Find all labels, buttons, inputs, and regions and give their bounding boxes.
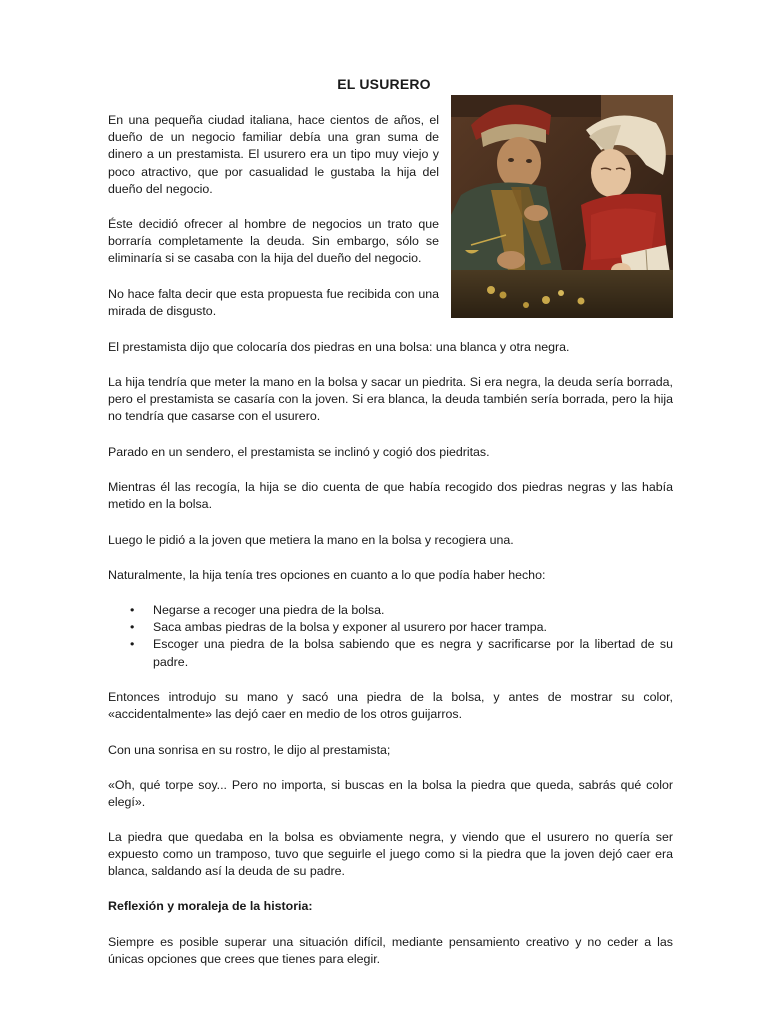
moral-heading: Reflexión y moraleja de la historia: [108, 899, 313, 913]
paragraph-action: Entonces introdujo su mano y sacó una piedra de la bolsa, y antes de mostrar su color, «accidentalmente» las dejó caer en medio de los otros guijarros. [108, 690, 673, 722]
paragraph-options-intro: Naturalmente, la hija tenía tres opciones en cuanto a lo que podía haber hecho: [108, 568, 546, 582]
list-item [108, 636, 673, 670]
option-text: Escoger una piedra de la bolsa sabiendo que es negra y sacrificarse por la libertad de su padre. [153, 637, 673, 669]
option-text: Negarse a recoger una piedra de la bolsa. [153, 603, 385, 617]
options-list [108, 602, 673, 671]
paragraph-reaction: No hace falta decir que esta propuesta fue recibida con una mirada de disgusto. [108, 287, 439, 319]
paragraph-offer: Éste decidió ofrecer al hombre de negocios un trato que borraría completamente la deuda. Sin embargo, sólo se eliminaría si se casaba con la hija del dueño del negocio. [108, 217, 439, 266]
option-text: Saca ambas piedras de la bolsa y exponer al usurero por hacer trampa. [153, 620, 547, 635]
paragraph-stones: El prestamista dijo que colocaría dos piedras en una bolsa: una blanca y otra negra. [108, 340, 570, 354]
paragraph-outcome: La piedra que quedaba en la bolsa es obviamente negra, y viendo que el usurero no quería ser expuesto como un tramposo, tuvo que seguirle el juego como si la piedra que la joven dejó caer era blanca, saldando así la deuda de su padre. [108, 830, 673, 879]
bullet-icon: • [130, 603, 135, 617]
document-title: EL USURERO [337, 76, 431, 92]
paragraph-path: Parado en un sendero, el prestamista se inclinó y cogió dos piedritas. [108, 445, 490, 459]
paragraph-notice: Mientras él las recogía, la hija se dio cuenta de que había recogido dos piedras negras y las había metido en la bolsa. [108, 480, 673, 512]
bullet-icon: • [130, 620, 135, 635]
list-item [108, 602, 673, 619]
list-item [108, 619, 673, 636]
paragraph-intro: En una pequeña ciudad italiana, hace cientos de años, el dueño de un negocio familiar debía una gran suma de dinero a un prestamista. El usurero era un tipo muy viejo y poco atractivo, que por casualidad le gustaba la hija del dueño del negocio. [108, 113, 439, 196]
moral-text: Siempre es posible superar una situación difícil, mediante pensamiento creativo y no ceder a las únicas opciones que crees que tienes para elegir. [108, 935, 673, 967]
paragraph-smile: Con una sonrisa en su rostro, le dijo al prestamista; [108, 743, 391, 757]
paragraph-request: Luego le pidió a la joven que metiera la mano en la bolsa y recogiera una. [108, 533, 514, 547]
paragraph-quote: «Oh, qué torpe soy... Pero no importa, si buscas en la bolsa la piedra que queda, sabrás qué color elegí». [108, 778, 673, 810]
bullet-icon: • [130, 637, 135, 652]
paragraph-rules: La hija tendría que meter la mano en la bolsa y sacar un piedrita. Si era negra, la deuda sería borrada, pero el prestamista se casaría con la joven. Si era blanca, la deuda también sería borrada, pero la hija no tendría que casarse con el usurero. [108, 375, 673, 424]
moneylender-painting-image [451, 95, 673, 318]
